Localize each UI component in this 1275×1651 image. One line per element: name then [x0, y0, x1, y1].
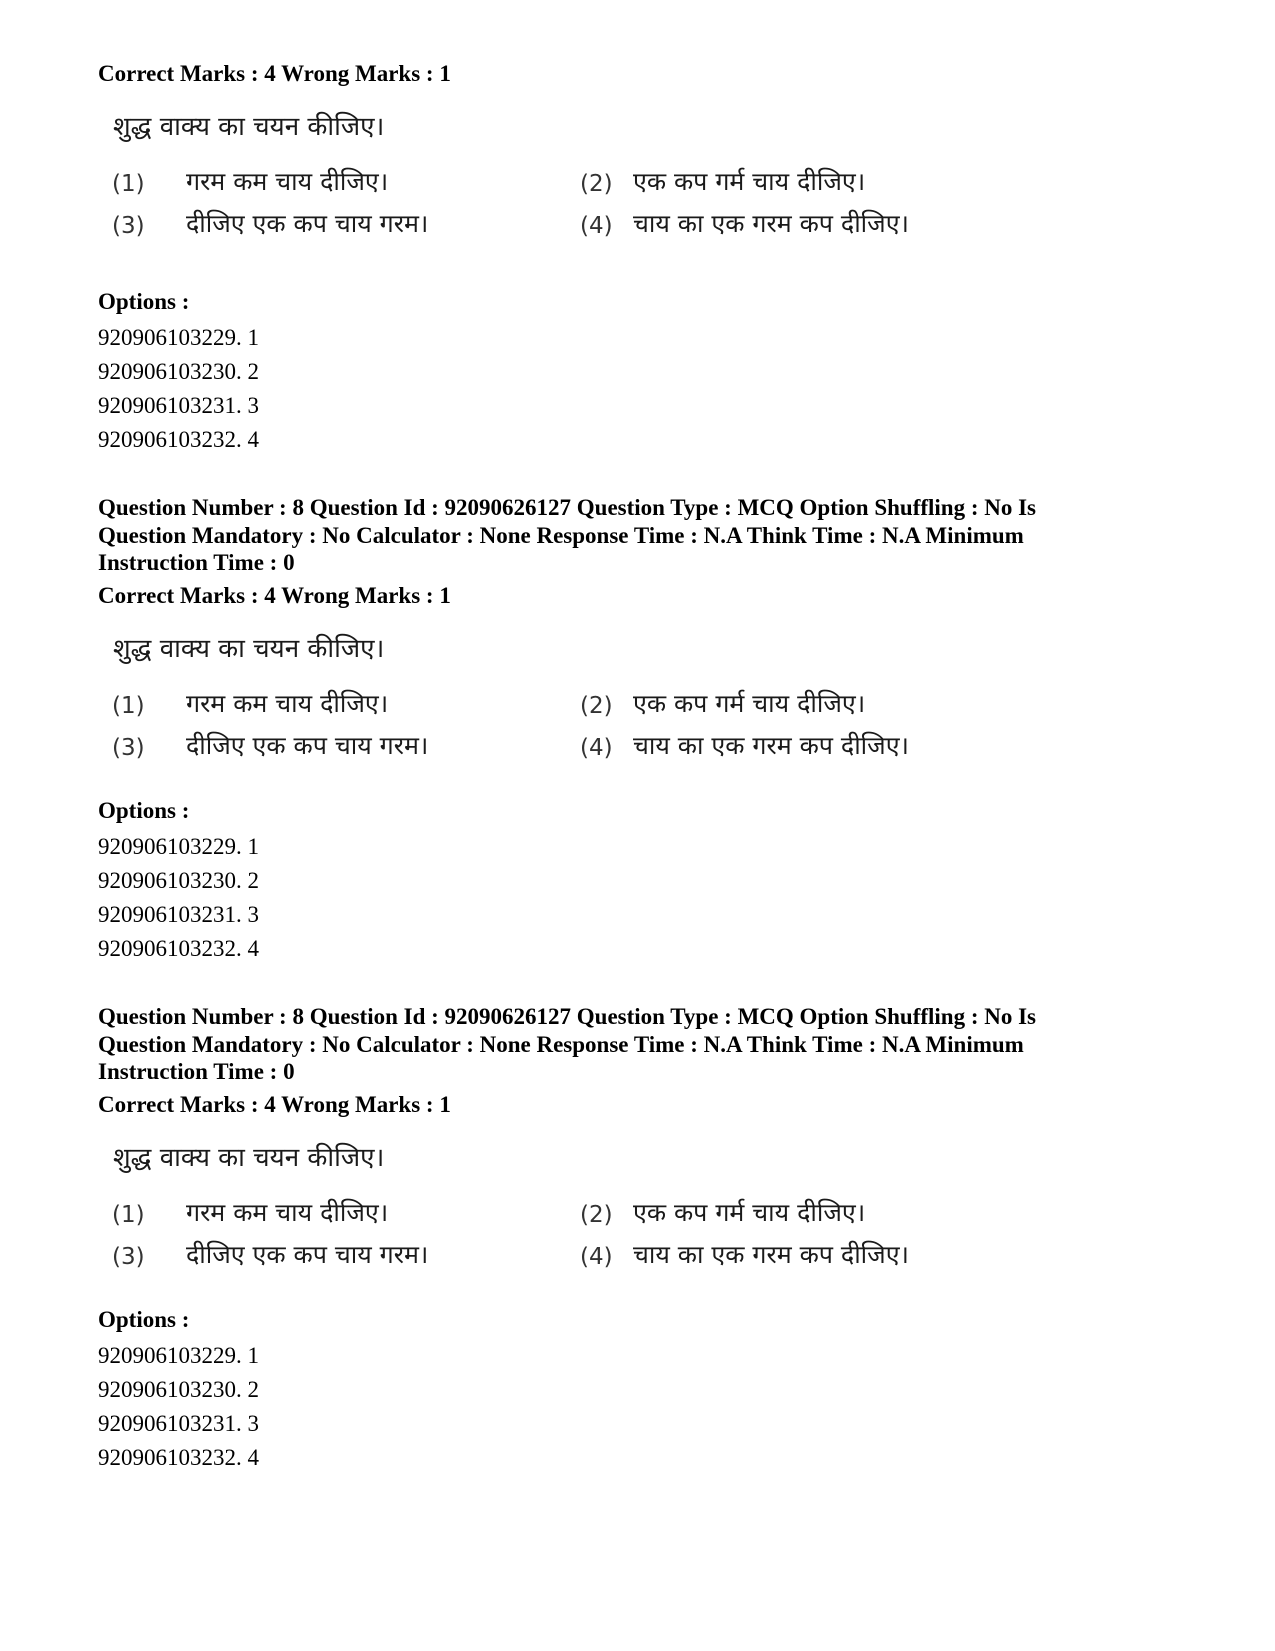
- choice-1-number: (1): [112, 1201, 145, 1228]
- choice-4-number: (4): [580, 734, 613, 761]
- question-header-line: Instruction Time : 0: [98, 550, 295, 575]
- choice-4-number: (4): [580, 213, 613, 239]
- question-stem: शुद्ध वाक्य का चयन कीजिए।: [113, 633, 385, 664]
- option-row: 920906103230. 2: [98, 359, 259, 384]
- question-stem: शुद्ध वाक्य का चयन कीजिए।: [113, 112, 385, 142]
- choice-3-text: दीजिए एक कप चाय गरम।: [186, 730, 429, 760]
- question-header-line: Question Number : 8 Question Id : 92090626127 Question Type : MCQ Option Shuffling : No Is: [98, 495, 1037, 520]
- choice-3-text: दीजिए एक कप चाय गरम।: [186, 1239, 429, 1269]
- question-header-line: Question Mandatory : No Calculator : None Response Time : N.A Think Time : N.A Minimum: [98, 1031, 1024, 1057]
- question-header-line: Instruction Time : 0: [98, 1059, 295, 1084]
- option-row: 920906103230. 2: [98, 868, 259, 893]
- marks-line: Correct Marks : 4 Wrong Marks : 1: [98, 1091, 451, 1117]
- choice-1-number: (1): [112, 171, 145, 197]
- option-row: 920906103231. 3: [98, 393, 259, 418]
- option-row: 920906103231. 3: [98, 1411, 259, 1436]
- choice-4-text: चाय का एक गरम कप दीजिए।: [633, 209, 910, 238]
- option-row: 920906103231. 3: [98, 902, 259, 927]
- question-image: [98, 621, 998, 773]
- question-block-3: [98, 1003, 1138, 1282]
- question-image: [98, 99, 998, 251]
- option-row: 920906103229. 1: [98, 1343, 259, 1368]
- choice-3-number: (3): [112, 213, 145, 239]
- question-stem: शुद्ध वाक्य का चयन कीजिए।: [113, 1142, 385, 1173]
- choice-2-text: एक कप गर्म चाय दीजिए।: [633, 1197, 866, 1227]
- choice-2-text: एक कप गर्म चाय दीजिए।: [633, 167, 866, 196]
- choice-1-text: गरम कम चाय दीजिए।: [186, 1197, 389, 1227]
- choice-3-number: (3): [112, 734, 145, 761]
- choice-3-number: (3): [112, 1243, 145, 1270]
- option-row: 920906103230. 2: [98, 1377, 259, 1402]
- options-label: Options :: [98, 1307, 190, 1332]
- choice-2-text: एक कप गर्म चाय दीजिए।: [633, 688, 866, 718]
- options-list-2: [98, 797, 1138, 966]
- option-row: 920906103232. 4: [98, 936, 259, 961]
- question-image: [98, 1130, 998, 1282]
- choice-1-text: गरम कम चाय दीजिए।: [186, 688, 389, 718]
- choice-1-text: गरम कम चाय दीजिए।: [186, 167, 389, 196]
- question-header-line: Question Mandatory : No Calculator : None Response Time : N.A Think Time : N.A Minimum: [98, 522, 1024, 548]
- choice-4-text: चाय का एक गरम कप दीजिए।: [633, 1239, 910, 1269]
- option-row: 920906103229. 1: [98, 834, 259, 859]
- marks-line: Correct Marks : 4 Wrong Marks : 1: [98, 582, 451, 608]
- choice-3-text: दीजिए एक कप चाय गरम।: [186, 209, 429, 238]
- option-row: 920906103229. 1: [98, 325, 259, 350]
- question-header-line: Question Number : 8 Question Id : 92090626127 Question Type : MCQ Option Shuffling : No Is: [98, 1004, 1037, 1029]
- option-row: 920906103232. 4: [98, 427, 259, 452]
- options-label: Options :: [98, 798, 190, 823]
- marks-line: Correct Marks : 4 Wrong Marks : 1: [98, 61, 451, 86]
- choice-1-number: (1): [112, 692, 145, 719]
- choice-2-number: (2): [580, 1201, 613, 1228]
- question-block-1: [98, 60, 1138, 251]
- choice-4-text: चाय का एक गरम कप दीजिए।: [633, 730, 910, 760]
- choice-4-number: (4): [580, 1243, 613, 1270]
- option-row: 920906103232. 4: [98, 1445, 259, 1470]
- choice-2-number: (2): [580, 692, 613, 719]
- options-list-3: [98, 1306, 1138, 1475]
- options-label: Options :: [98, 289, 190, 314]
- choice-2-number: (2): [580, 171, 613, 197]
- options-list-1: [98, 288, 1138, 457]
- question-block-2: [98, 494, 1138, 773]
